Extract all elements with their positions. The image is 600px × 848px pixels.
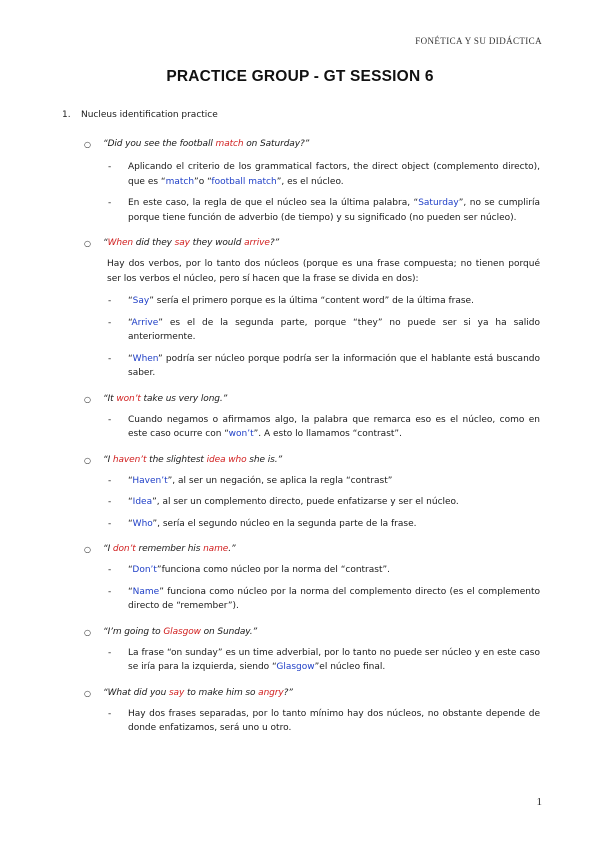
dash-bullet: -: [108, 353, 112, 364]
dash-bullet: -: [108, 565, 112, 575]
dash-bullet: -: [108, 198, 112, 208]
nucleus-word: don’t: [112, 544, 136, 554]
highlighted-word: Haven’t: [132, 475, 168, 486]
nucleus-word: arrive: [244, 238, 270, 248]
explanation-item: - “When” podría ser núcleo porque podría ser la información que el hablante está buscando saber.: [108, 353, 540, 378]
nucleus-word: say: [168, 687, 185, 698]
circle-bullet-icon: ○: [84, 239, 91, 248]
nucleus-word: who: [228, 454, 247, 465]
explanation-paragraph: Hay dos verbos, por lo tanto dos núcleos (porque es una frase compuesta; no tienen porqué ser los verbos el núcleo, pero sí hacen que la frase se divida en dos):: [107, 259, 540, 284]
highlighted-word: Name: [132, 586, 160, 597]
highlighted-word: When: [132, 353, 159, 364]
explanation-item: - “Say” sería el primero porque es la última “content word” de la última frase.: [128, 294, 540, 309]
explanation-item: - “Idea”, al ser un complemento directo, puede enfatizarse y ser el núcleo.: [128, 495, 540, 510]
explanation-item: - Hay dos frases separadas, por lo tanto mínimo hay dos núcleos, no obstante depende de donde enfatizamos, será uno u otro.: [108, 708, 540, 733]
section-number: 1.: [62, 110, 71, 120]
example-sentence-7: ○ “What did you say to make him so angry?”: [84, 687, 293, 698]
explanation-item: - “Arrive” es el de la segunda parte, porque “they” no puede ser si ya ha salido anteriormente.: [108, 317, 540, 342]
highlighted-word: Idea: [132, 497, 153, 507]
circle-bullet-icon: ○: [84, 627, 91, 637]
example-sentence-2: ○ “When did they say they would arrive?”: [84, 238, 280, 248]
circle-bullet-icon: ○: [84, 455, 91, 465]
dash-bullet: -: [108, 475, 112, 486]
dash-bullet: -: [108, 647, 112, 658]
highlighted-word: football match: [211, 176, 277, 187]
page-title: PRACTICE GROUP - GT SESSION 6: [166, 68, 434, 85]
nucleus-word: Glasgow: [163, 626, 201, 637]
highlighted-word: won’t: [228, 429, 254, 439]
dash-bullet: -: [108, 414, 112, 425]
explanation-item: - Cuando negamos o afirmamos algo, la palabra que remarca eso es el núcleo, como en este caso ocurre con “won’t”. A esto lo llamamos “contrast”.: [108, 414, 540, 439]
nucleus-word: haven’t: [112, 454, 147, 465]
page-number: 1: [536, 796, 542, 808]
highlighted-word: Don’t: [132, 565, 157, 575]
explanation-item: - “Haven’t”, al ser un negación, se aplica la regla “contrast”: [128, 474, 540, 489]
dash-bullet: -: [108, 497, 112, 507]
dash-bullet: -: [108, 708, 112, 719]
nucleus-word: When: [107, 238, 134, 248]
explanation-item: - En este caso, la regla de que el núcleo sea la última palabra, “Saturday”, no se cumpliría porque tiene función de adverbio (de tiempo) y su significado (no pueden ser núcleo).: [108, 198, 540, 223]
nucleus-word: angry: [258, 687, 284, 698]
section-label: Nucleus identification practice: [81, 110, 218, 120]
explanation-item: - “Name” funciona como núcleo por la norma del complemento directo (es el complemento directo de “remember”).: [108, 586, 540, 611]
dash-bullet: -: [108, 518, 112, 529]
explanation-item: - “Who”, sería el segundo núcleo en la segunda parte de la frase.: [128, 517, 540, 532]
dash-bullet: -: [108, 586, 112, 597]
highlighted-word: Saturday: [418, 198, 459, 208]
explanation-item: - Aplicando el criterio de los grammatical factors, the direct object (complemento directo), que es “match”o “football match”, es el núcleo.: [108, 162, 540, 187]
highlighted-word: Glasgow: [276, 662, 315, 672]
circle-bullet-icon: ○: [84, 545, 91, 554]
nucleus-word: won’t: [116, 393, 141, 404]
section-heading: [62, 110, 600, 124]
explanation-item: - La frase “on sunday” es un time adverbial, por lo tanto no puede ser núcleo y en este caso se iría para la izquierda, siendo “Glasgow”el núcleo final.: [108, 647, 540, 672]
circle-bullet-icon: ○: [84, 394, 91, 404]
circle-bullet-icon: ○: [84, 140, 91, 149]
document-body: [0, 110, 600, 736]
highlighted-word: Say: [132, 296, 150, 306]
circle-bullet-icon: ○: [84, 688, 91, 698]
example-sentence-3: ○ “It won’t take us very long.”: [84, 393, 228, 404]
running-header: FONÉTICA Y SU DIDÁCTICA: [415, 36, 542, 46]
nucleus-word: name: [203, 544, 229, 554]
highlighted-word: Arrive: [131, 317, 159, 328]
example-sentence-1: ○ “Did you see the football match on Saturday?”: [84, 139, 310, 149]
example-sentence-6: ○ “I’m going to Glasgow on Sunday.”: [84, 626, 258, 637]
example-sentence-5: ○ “I don’t remember his name.”: [84, 544, 236, 554]
highlighted-word: match: [165, 176, 195, 187]
dash-bullet: -: [108, 162, 112, 172]
nucleus-word: idea: [206, 454, 226, 465]
dash-bullet: -: [108, 296, 112, 306]
nucleus-word: say: [174, 238, 190, 248]
dash-bullet: -: [108, 317, 112, 328]
nucleus-word: match: [215, 139, 244, 149]
example-sentence-4: ○ “I haven’t the slightest idea who she is.”: [84, 454, 283, 465]
explanation-item: - “Don’t”funciona como núcleo por la norma del “contrast”.: [128, 563, 540, 578]
highlighted-word: Who: [132, 518, 153, 529]
